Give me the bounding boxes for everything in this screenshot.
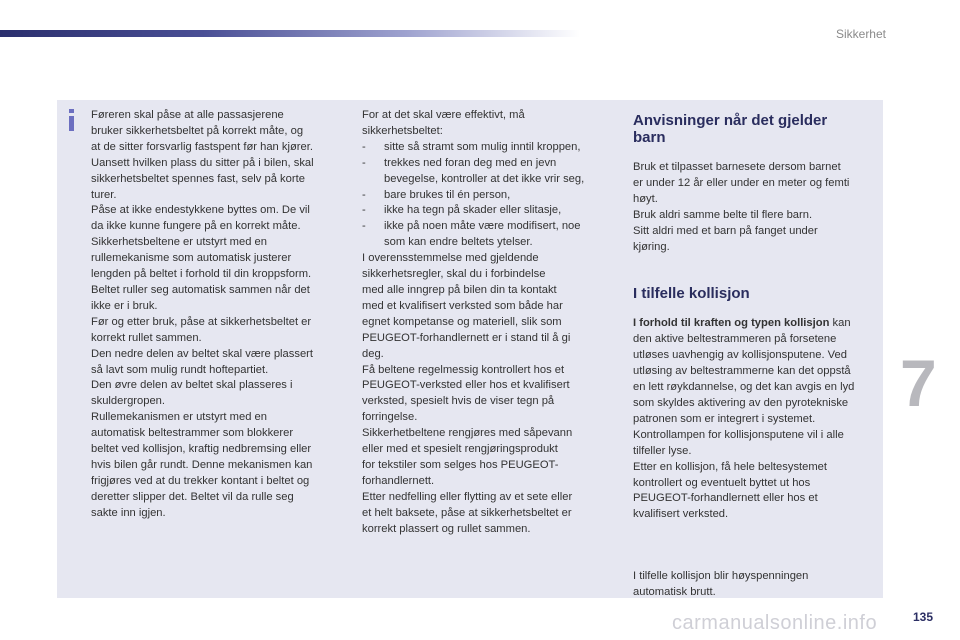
text-line: egnet kompetanse og materiell, slik som [362,315,562,328]
text-line: Rullemekanismen er utstyrt med en [91,411,267,424]
text-line: Kontrollampen for kollisjonsputene vil i alle [633,428,844,441]
text-line: ikke ha tegn på skader eller slitasje, [384,204,562,217]
text-line: PEUGEOT-forhandlernett er i stand til å gi [362,331,571,344]
text-line: deg. [362,347,384,360]
text-line: som kan endre beltets ytelser. [384,236,533,249]
text-line: skuldergropen. [91,395,166,408]
collision-lead: I forhold til kraften og typen kollisjon [633,317,830,330]
text-line: Beltet ruller seg automatisk sammen når det [91,283,310,296]
collision-lead-rest: kan [829,317,851,330]
text-line: sikkerhetsbeltet: [362,124,443,137]
text-line: Sitt aldri med et barn på fanget under [633,224,818,237]
text-line: verksted, spesielt hvis de viser tegn på [362,395,555,408]
text-line: deretter slipper det. Beltet vil da rulle seg [91,490,294,503]
text-line [633,316,875,332]
bullet-dash: - [362,156,366,169]
text-line: Før og etter bruk, påse at sikkerhetsbeltet er [91,315,312,328]
text-line: Sikkerhetbeltene rengjøres med såpevann [362,427,573,440]
chapter-number: 7 [900,346,937,420]
text-line: kvalifisert verksted. [633,508,729,521]
bullet-item [362,219,612,251]
page-number: 135 [913,610,934,624]
bullet-item [362,188,612,204]
text-line: frigjøres ved at du trekker kontant i beltet og [91,474,310,487]
text-line: bruker sikkerhetsbeltet på korrekt måte, og [91,124,304,137]
text-line: Sikkerhetsbeltene er utstyrt med en [91,236,267,249]
text-line: et helt baksete, påse at sikkerhetsbeltet er [362,506,572,519]
text-line: Etter nedfelling eller flytting av et sete eller [362,490,573,503]
text-line: forhandlernett. [362,474,435,487]
text-line: sikkerhetsbeltet spennes fast, selv på korte [91,172,305,185]
heading-children: Anvisninger når det gjelder [633,112,828,129]
text-line: For at det skal være effektivt, må [362,109,525,121]
footnote-line: automatisk brutt. [633,586,716,599]
text-line: trekkes ned foran deg med en jevn [384,156,557,169]
text-line: så lavt som mulig rundt hoftepartiet. [91,363,269,376]
header-gradient-bar [0,30,580,37]
text-line: høyt. [633,192,658,205]
spacer [633,523,875,569]
text-line: utløsing av beltestrammerne kan det oppstå [633,365,851,378]
spacer [633,255,875,285]
spacer [633,146,875,160]
text-line: sikkerhetsregler, skal du i forbindelse [362,268,546,281]
text-line: Den nedre delen av beltet skal være plassert [91,347,314,360]
bullet-item [362,140,612,156]
text-line: patronen som er integrert i systemet. [633,412,816,425]
text-line: Påse at ikke endestykkene byttes om. De vil [91,204,310,217]
text-line: sitte så stramt som mulig inntil kroppen, [384,140,581,153]
section-title: Sikkerhet [835,27,886,41]
text-line: Føreren skal påse at alle passasjerene [91,109,284,121]
text-line: turer. [91,188,117,201]
belt-requirements-text [362,108,612,537]
text-line: eller med et spesielt rengjøringsprodukt [362,443,558,456]
text-line: bevegelse, kontroller at det ikke vrir seg, [384,172,585,185]
text-line: Få beltene regelmessig kontrollert hos et [362,363,565,376]
children-and-collision-text [633,112,875,601]
text-line: at de sitter forsvarlig fastspent før han kjører. [91,140,313,153]
text-line: en lett røykdannelse, og det kan avgis en lyd [633,381,855,394]
text-line: lengden på beltet i forhold til din kroppsform. [91,268,312,281]
footnote-line: I tilfelle kollisjon blir høyspenningen [633,570,809,583]
text-line: kontrollert og eventuelt byttet ut hos [633,476,811,489]
bullet-dash: - [362,204,366,217]
text-line: bare brukes til én person, [384,188,511,201]
text-line: som skyldes aktivering av den pyrotekniske [633,396,849,409]
bullet-dash: - [362,220,366,233]
bullet-dash: - [362,188,366,201]
belt-usage-text [91,108,346,522]
text-line: beltet ved kollisjon, kraftig nedbremsing eller [91,443,312,456]
text-line: ikke på noen måte være modifisert, noe [384,220,581,233]
text-line: utløses uavhengig av kollisjonsputene. Ved [633,349,847,362]
text-line: Den øvre delen av beltet skal plasseres i [91,379,293,392]
text-line: Uansett hvilken plass du sitter på i bilen, skal [91,156,314,169]
text-line: med et kvalifisert verksted som både har [362,299,563,312]
bullet-item [362,156,612,188]
text-line: rullemekanisme som automatisk justerer [91,252,292,265]
text-line: da ikke kunne fungere på en korrekt måte. [91,220,301,233]
text-line: Etter en kollisjon, få hele beltesystemet [633,460,828,473]
text-line: I overensstemmelse med gjeldende [362,252,539,265]
bullet-dash: - [362,140,366,153]
spacer [633,302,875,316]
text-line: automatisk beltestrammer som blokkerer [91,427,294,440]
watermark: carmanualsonline.info [672,612,878,634]
info-icon [63,109,79,131]
text-line: korrekt plassert og rullet sammen. [362,522,531,535]
text-line: med alle inngrep på bilen din ta kontakt [362,283,557,296]
text-line: tilfeller lyse. [633,444,692,457]
text-line: kjøring. [633,240,670,253]
heading-collision: I tilfelle kollisjon [633,285,750,303]
text-line: PEUGEOT-verksted eller hos et kvalifisert [362,379,570,392]
text-line: sakte inn igjen. [91,506,166,519]
text-line: Bruk aldri samme belte til flere barn. [633,208,813,221]
text-line: forringelse. [362,411,418,424]
text-line: den aktive beltestrammeren på forsetene [633,333,837,346]
bullet-item [362,203,612,219]
text-line: hvis bilen går rundt. Denne mekanismen kan [91,458,313,471]
text-line: for tekstiler som selges hos PEUGEOT- [362,458,559,471]
text-line: ikke er i bruk. [91,299,158,312]
heading-children-cont: barn [633,129,666,146]
text-line: korrekt rullet sammen. [91,331,202,344]
text-line: er under 12 år eller under en meter og femti [633,176,850,189]
text-line: Bruk et tilpasset barnesete dersom barnet [633,161,841,173]
text-line: PEUGEOT-forhandlernett eller hos et [633,492,818,505]
